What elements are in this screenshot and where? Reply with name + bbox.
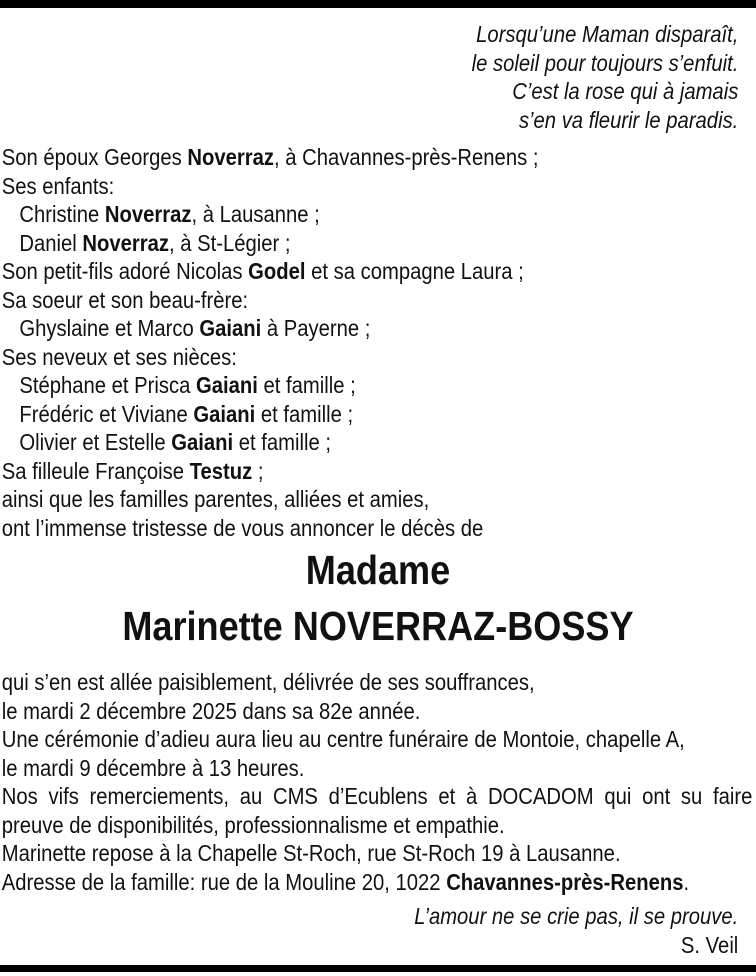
text-line: Sa soeur et son beau-frère: xyxy=(1,286,249,313)
verse-line: s’en va fleurir le paradis. xyxy=(518,106,739,133)
closing-block xyxy=(0,902,756,959)
bottom-border-bar xyxy=(0,965,756,972)
family-announcement-list xyxy=(0,143,756,542)
text-line: Daniel Noverraz, à St-Légier ; xyxy=(19,229,291,256)
deceased-name: Marinette NOVERRAZ-BOSSY xyxy=(122,603,634,649)
text-line: Ghyslaine et Marco Gaiani à Payerne ; xyxy=(19,315,371,341)
text-line: Son époux Georges Noverraz, à Chavannes-près-Renens ; xyxy=(1,144,539,170)
text-line: Olivier et Estelle Gaiani et famille ; xyxy=(19,429,331,455)
text-line: preuve de disponibilités, professionnalisme et empathie. xyxy=(1,811,505,838)
text-line: Son petit-fils adoré Nicolas Godel et sa compagne Laura ; xyxy=(1,258,524,284)
text-line: Stéphane et Prisca Gaiani et famille ; xyxy=(19,372,356,398)
text-line: le mardi 2 décembre 2025 dans sa 82e année. xyxy=(1,697,421,724)
quote-attribution: S. Veil xyxy=(680,931,739,958)
notice-content xyxy=(0,8,756,959)
text-line: ainsi que les familles parentes, alliées et amies, xyxy=(1,486,430,512)
text-line: Marinette repose à la Chapelle St-Roch, rue St-Roch 19 à Lausanne. xyxy=(1,840,621,866)
verse-line: le soleil pour toujours s’enfuit. xyxy=(471,49,739,76)
text-line: Une cérémonie d’adieu aura lieu au centre funéraire de Montoie, chapelle A, xyxy=(1,726,685,752)
text-line: Ses enfants: xyxy=(1,172,115,199)
text-line: Sa filleule Françoise Testuz ; xyxy=(1,457,264,484)
verse-line: C’est la rose qui à jamais xyxy=(512,78,739,104)
text-line: Adresse de la famille: rue de la Mouline 20, 1022 Chavannes-près-Renens. xyxy=(1,868,690,895)
opening-verse xyxy=(0,20,756,134)
honorific-title: Madame xyxy=(305,547,451,593)
closing-quote: L’amour ne se crie pas, il se prouve. xyxy=(414,903,739,929)
text-line: Ses neveux et ses nièces: xyxy=(1,343,237,370)
funeral-details-list xyxy=(0,668,756,896)
text-line: le mardi 9 décembre à 13 heures. xyxy=(1,754,305,781)
verse-line: Lorsqu’une Maman disparaît, xyxy=(476,21,739,47)
top-border-bar xyxy=(0,0,756,8)
announcement-title xyxy=(0,542,756,654)
text-line: ont l’immense tristesse de vous annoncer le décès de xyxy=(1,514,484,541)
text-line: Nos vifs remerciements, au CMS d’Ecublens et à DOCADOM qui ont su faire xyxy=(1,783,753,809)
text-line: Christine Noverraz, à Lausanne ; xyxy=(19,201,320,227)
text-line: qui s’en est allée paisiblement, délivrée de ses souffrances, xyxy=(1,669,535,695)
text-line: Frédéric et Viviane Gaiani et famille ; xyxy=(19,400,354,427)
